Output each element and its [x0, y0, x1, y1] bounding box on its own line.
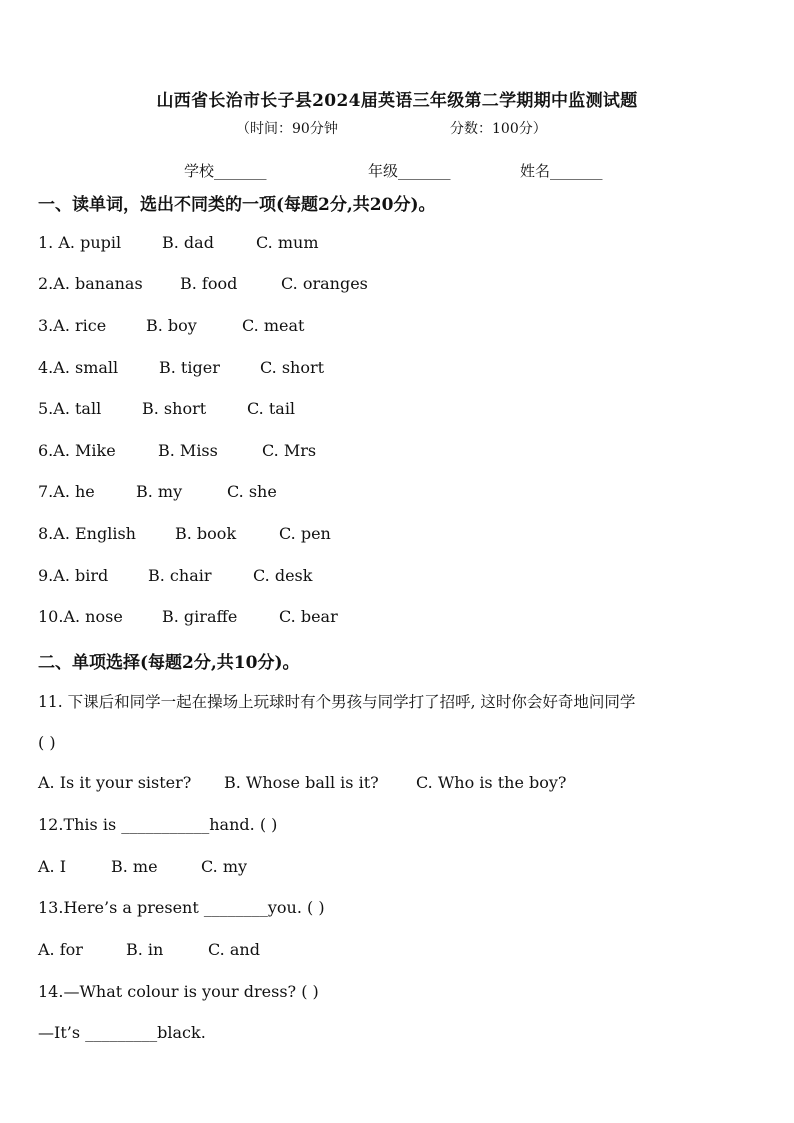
question-11-blank: ( )	[38, 733, 56, 752]
option-c: C. meat	[242, 316, 305, 335]
option-a: A. for	[38, 940, 83, 959]
option-b: B. giraffe	[162, 607, 238, 626]
question-14-stem: 14.—What colour is your dress? ( )	[38, 982, 319, 1001]
exam-title: 山西省长治市长子县2024届英语三年级第二学期期中监测试题	[156, 91, 638, 111]
option-a: 9.A. bird	[38, 566, 109, 585]
option-b: B. boy	[146, 316, 197, 335]
question-row-5	[38, 399, 295, 418]
option-a: 2.A. bananas	[38, 274, 143, 293]
question-row-8	[38, 524, 331, 543]
option-b: B. me	[111, 857, 158, 876]
option-c: C. Mrs	[262, 441, 317, 460]
option-c: C. Who is the boy?	[416, 773, 567, 792]
option-a: 7.A. he	[38, 482, 95, 501]
question-11-stem: 11. 下课后和同学一起在操场上玩球时有个男孩与同学打了招呼, 这时你会好奇地问同学	[38, 693, 636, 711]
section-2-heading: 二、单项选择(每题2分,共10分)。	[38, 653, 300, 673]
question-13-stem: 13.Here’s a present ________you. ( )	[38, 898, 325, 917]
option-a: 4.A. small	[38, 358, 119, 377]
option-a: A. Is it your sister?	[38, 773, 192, 792]
option-b: B. dad	[162, 233, 214, 252]
question-14-answer-line: —It’s _________black.	[38, 1023, 206, 1042]
exam-time: （时间：90分钟	[236, 121, 338, 137]
option-c: C. bear	[279, 607, 338, 626]
grade-field: 年级_______	[368, 162, 451, 180]
option-a: 1. A. pupil	[38, 233, 122, 252]
question-12-options	[38, 857, 247, 876]
option-c: C. and	[208, 940, 260, 959]
question-row-9	[38, 566, 312, 585]
question-11-options	[38, 773, 567, 792]
question-row-10	[38, 607, 338, 626]
question-row-3	[38, 316, 304, 335]
question-row-1	[38, 233, 319, 252]
option-c: C. desk	[253, 566, 313, 585]
option-c: C. short	[260, 358, 325, 377]
name-field: 姓名_______	[520, 162, 603, 180]
option-b: B. my	[136, 482, 183, 501]
question-row-2	[38, 274, 368, 293]
section-1-heading: 一、读单词，选出不同类的一项(每题2分,共20分)。	[38, 195, 436, 215]
school-field: 学校_______	[184, 162, 267, 180]
option-c: C. my	[201, 857, 248, 876]
option-b: B. food	[180, 274, 238, 293]
option-a: 10.A. nose	[38, 607, 123, 626]
option-a: 5.A. tall	[38, 399, 102, 418]
question-row-4	[38, 358, 324, 377]
option-b: B. short	[142, 399, 207, 418]
option-c: C. oranges	[281, 274, 368, 293]
option-b: B. Miss	[158, 441, 218, 460]
option-c: C. pen	[279, 524, 331, 543]
option-a: 8.A. English	[38, 524, 136, 543]
option-b: B. chair	[148, 566, 212, 585]
option-b: B. in	[126, 940, 164, 959]
option-b: B. book	[175, 524, 237, 543]
option-a: 6.A. Mike	[38, 441, 116, 460]
option-a: 3.A. rice	[38, 316, 107, 335]
question-row-7	[38, 482, 277, 501]
option-c: C. mum	[256, 233, 319, 252]
exam-score: 分数：100分）	[450, 121, 547, 137]
option-b: B. Whose ball is it?	[224, 773, 379, 792]
question-row-6	[38, 441, 316, 460]
question-13-options	[38, 940, 260, 959]
option-a: A. I	[38, 857, 67, 876]
question-12-stem: 12.This is ___________hand. ( )	[38, 815, 278, 834]
option-c: C. tail	[247, 399, 296, 418]
option-b: B. tiger	[159, 358, 220, 377]
option-c: C. she	[227, 482, 277, 501]
